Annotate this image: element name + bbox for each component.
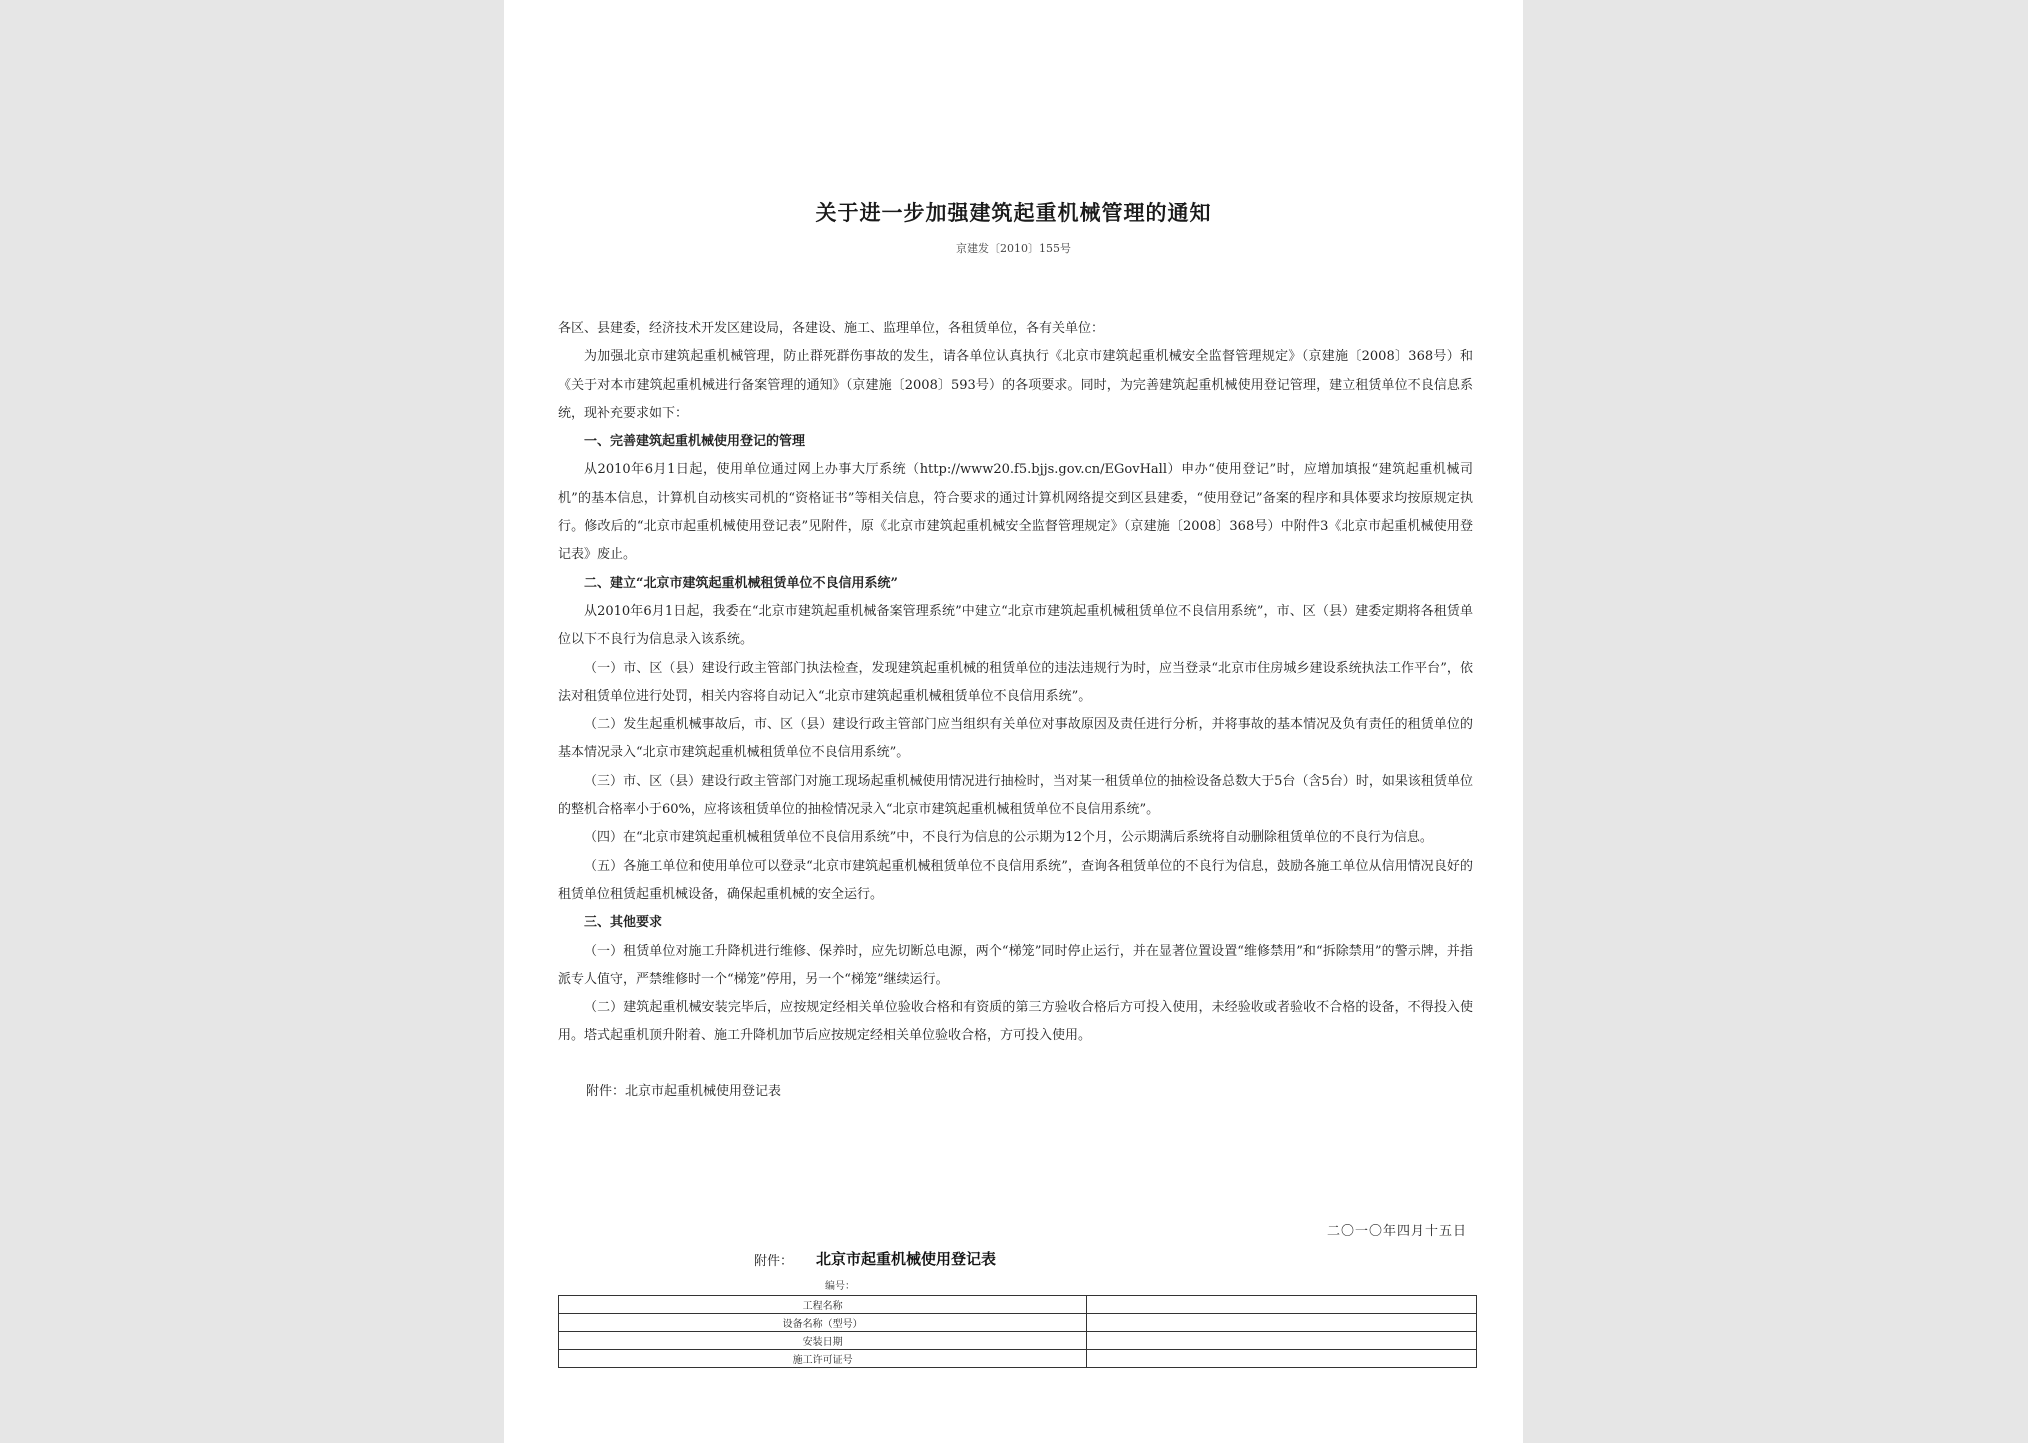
serial-number-label: 编号：	[825, 1281, 855, 1292]
table-row	[559, 1296, 1477, 1314]
addressee: 各区、县建委，经济技术开发区建设局，各建设、施工、监理单位，各租赁单位，各有关单位：	[558, 321, 1105, 336]
row-label: 设备名称（型号）	[559, 1314, 1087, 1332]
document-title: 关于进一步加强建筑起重机械管理的通知	[815, 200, 1212, 225]
annex-label: 附件：	[754, 1254, 794, 1269]
row-label: 施工许可证号	[559, 1350, 1087, 1368]
section-1-paragraph: 从2010年6月1日起，使用单位通过网上办事大厅系统（http://www20.f5.bjjs.gov.cn/EGovHall）申办“使用登记”时，应增加填报“建筑起重机械司机”的基本信息，计算机自动核实司机的“资格证书”等相关信息，符合要求的通过计算机网络提交到区县建委，“使用登记”备案的程序和具体要求均按原规定执行。修改后的“北京市起重机械使用登记表”见附件，原《北京市建筑起重机械安全监督管理规定》（京建施〔2008〕368号）中附件3《北京市起重机械使用登记表》废止。	[558, 462, 1473, 563]
section-3-heading: 三、其他要求	[584, 915, 663, 931]
table-row	[559, 1332, 1477, 1350]
section-2-heading: 二、建立“北京市建筑起重机械租赁单位不良信用系统”	[584, 575, 898, 591]
annex-title: 北京市起重机械使用登记表	[816, 1250, 997, 1268]
section-2-item-5: （五）各施工单位和使用单位可以登录“北京市建筑起重机械租赁单位不良信用系统”，查询各租赁单位的不良行为信息，鼓励各施工单位从信用情况良好的租赁单位租赁起重机械设备，确保起重机械的安全运行。	[558, 858, 1473, 902]
intro-paragraph: 为加强北京市建筑起重机械管理，防止群死群伤事故的发生，请各单位认真执行《北京市建筑起重机械安全监督管理规定》（京建施〔2008〕368号）和《关于对本市建筑起重机械进行备案管理的通知》（京建施〔2008〕593号）的各项要求。同时，为完善建筑起重机械使用登记管理，建立租赁单位不良信息系统，现补充要求如下：	[558, 349, 1473, 421]
row-value	[1087, 1296, 1477, 1314]
attachment-note: 附件：北京市起重机械使用登记表	[586, 1084, 782, 1099]
section-3-item-2: （二）建筑起重机械安装完毕后，应按规定经相关单位验收合格和有资质的第三方验收合格后方可投入使用，未经验收或者验收不合格的设备，不得投入使用。塔式起重机顶升附着、施工升降机加节后应按规定经相关单位验收合格，方可投入使用。	[558, 1000, 1473, 1044]
section-2-paragraph: 从2010年6月1日起，我委在“北京市建筑起重机械备案管理系统”中建立“北京市建筑起重机械租赁单位不良信用系统”，市、区（县）建委定期将各租赁单位以下不良行为信息录入该系统。	[558, 603, 1473, 648]
section-3-item-1: （一）租赁单位对施工升降机进行维修、保养时，应先切断总电源，两个“梯笼”同时停止运行，并在显著位置设置“维修禁用”和“拆除禁用”的警示牌，并指派专人值守，严禁维修时一个“梯笼”停用，另一个“梯笼”继续运行。	[558, 943, 1473, 987]
row-value	[1087, 1350, 1477, 1368]
section-2-item-3: （三）市、区（县）建设行政主管部门对施工现场起重机械使用情况进行抽检时，当对某一租赁单位的抽检设备总数大于5台（含5台）时，如果该租赁单位的整机合格率小于60%，应将该租赁单位的抽检情况录入“北京市建筑起重机械租赁单位不良信用系统”。	[558, 773, 1473, 818]
issue-date: 二〇一〇年四月十五日	[1326, 1224, 1467, 1239]
row-value	[1087, 1332, 1477, 1350]
registration-form-table	[558, 1295, 1477, 1368]
table-row	[559, 1350, 1477, 1368]
row-label: 安装日期	[559, 1332, 1087, 1350]
row-value	[1087, 1314, 1477, 1332]
section-2-item-1: （一）市、区（县）建设行政主管部门执法检查，发现建筑起重机械的租赁单位的违法违规行为时，应当登录“北京市住房城乡建设系统执法工作平台”，依法对租赁单位进行处罚，相关内容将自动记入“北京市建筑起重机械租赁单位不良信用系统”。	[558, 660, 1473, 704]
section-1-heading: 一、完善建筑起重机械使用登记的管理	[584, 434, 806, 450]
row-label: 工程名称	[559, 1296, 1087, 1314]
document-page	[504, 0, 1523, 1443]
document-number: 京建发〔2010〕155号	[956, 242, 1071, 255]
section-2-item-2: （二）发生起重机械事故后，市、区（县）建设行政主管部门应当组织有关单位对事故原因及责任进行分析，并将事故的基本情况及负有责任的租赁单位的基本情况录入“北京市建筑起重机械租赁单位不良信用系统”。	[558, 717, 1473, 761]
section-2-item-4: （四）在“北京市建筑起重机械租赁单位不良信用系统”中，不良行为信息的公示期为12个月，公示期满后系统将自动删除租赁单位的不良行为信息。	[584, 830, 1433, 846]
document-body	[558, 315, 1473, 1051]
table-row	[559, 1314, 1477, 1332]
